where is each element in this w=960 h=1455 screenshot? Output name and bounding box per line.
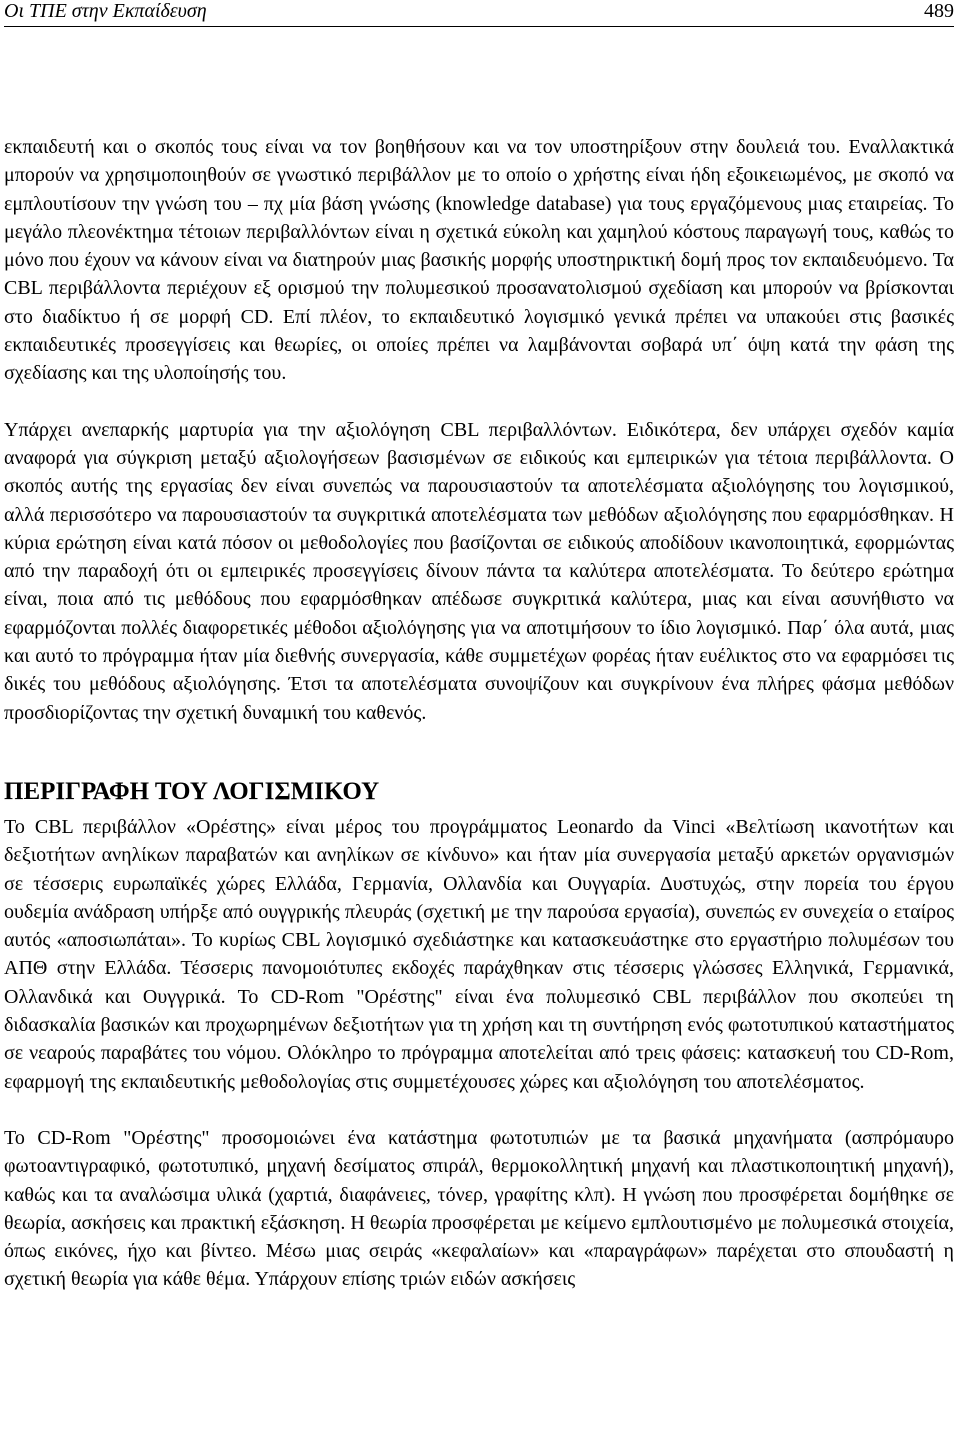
running-title: Οι ΤΠΕ στην Εκπαίδευση xyxy=(4,0,207,22)
paragraph-gap xyxy=(4,388,954,416)
page-body xyxy=(4,133,954,1294)
paragraph-2: Υπάρχει ανεπαρκής μαρτυρία για την αξιολόγηση CBL περιβαλλόντων. Ειδικότερα, δεν υπάρχει σχεδόν καμία αναφορά για σύγκριση μεταξύ αξιολογήσεων βασισμένων σε ειδικούς και εμπειρικών για τέτοια περιβάλλοντα. Ο σκοπός αυτής της εργασίας δεν είναι συνεπώς να παρουσιαστούν τα αποτελέσματα αξιολόγησης του λογισμικού, αλλά περισσότερο να παρουσιαστούν τα συγκριτικά αποτελέσματα των μεθόδων αξιολόγησης που εφαρμόσθηκαν. Η κύρια ερώτηση είναι κατά πόσον οι μεθοδολογίες που βασίζονται σε ειδικούς αποδίδουν ικανοποιητικά, εφορμώντας από την παραδοχή ότι οι εμπειρικές προσεγγίσεις δίνουν πάντα τα καλύτερα αποτελέσματα. Το δεύτερο ερώτημα είναι, ποια από τις μεθόδους που εφαρμόσθηκαν απέδωσε συγκριτικά καλύτερα, μιας και είναι ασυνήθιστο να εφαρμόζονται πολλές διαφορετικές μέθοδοι αξιολόγησης για να αποτιμήσουν το ίδιο λογισμικό. Παρ΄ όλα αυτά, μιας και αυτό το πρόγραμμα ήταν μία διεθνής συνεργασία, κάθε συμμετέχων φορέας ήταν ευέλικτος στο να εφαρμόσει τις δικές του μεθόδους αξιολόγησης. Έτσι τα αποτελέσματα συνοψίζουν και συγκρίνουν ένα πλήρες φάσμα μεθόδων προσδιορίζοντας την σχετική δυναμική του καθενός. xyxy=(4,418,954,724)
section-heading: ΠΕΡΙΓΡΑΦΗ ΤΟΥ ΛΟΓΙΣΜΙΚΟΥ xyxy=(4,777,380,805)
paragraph-4: Το CD-Rom "Ορέστης" προσομοιώνει ένα κατάστημα φωτοτυπιών με τα βασικά μηχανήματα (ασπρόμαυρο φωτοαντιγραφικό, φωτοτυπικό, μηχανή δεσίματος σπιράλ, θερμοκολλητική μηχανή και πλαστικοποιητική μηχανή), καθώς και τα αναλώσιμα υλικά (χαρτιά, διαφάνειες, τόνερ, γραφίτης κλπ). Η γνώση που προσφέρεται δομήθηκε σε θεωρία, ασκήσεις και πρακτική εξάσκηση. Η θεωρία προσφέρεται με κείμενο εμπλουτισμένο με πολυμεσικά στοιχεία, όπως εικόνες, ήχο και βίντεο. Μέσω μιας σειράς «κεφαλαίων» και «παραγράφων» παρέχεται στο σπουδαστή η σχετική θεωρία για κάθε θέμα. Υπάρχουν επίσης τριών ειδών ασκήσεις xyxy=(4,1126,954,1291)
paragraph-gap xyxy=(4,1096,954,1124)
page-number: 489 xyxy=(924,0,954,22)
page-header xyxy=(4,0,954,27)
paragraph-3: Το CBL περιβάλλον «Ορέστης» είναι μέρος του προγράμματος Leonardo da Vinci «Βελτίωση ικανοτήτων και δεξιοτήτων ανηλίκων παραβατών και ανηλίκων σε κίνδυνο» και ήταν μία συνεργασία μεταξύ αρκετών οργανισμών σε τέσσερις ευρωπαϊκές χώρες Ελλάδα, Γερμανία, Ολλανδία και Ουγγαρία. Δυστυχώς, στην πορεία του έργου ουδεμία ανάδραση υπήρξε από ουγγρικής πλευράς (σχετική με την παρούσα εργασία), συνεπώς εν συνεχεία ο εταίρος αυτός «αποσιωπάται». Το κυρίως CBL λογισμικό σχεδιάστηκε και κατασκευάστηκε στο εργαστήριο πολυμέσων του ΑΠΘ στην Ελλάδα. Τέσσερις πανομοιότυπες εκδοχές παράχθηκαν στις τέσσερις γλώσσες Ελληνικά, Γερμανικά, Ολλανδικά και Ουγγρικά. Το CD-Rom "Ορέστης" είναι ένα πολυμεσικό CBL περιβάλλον που σκοπεύει τη διδασκαλία βασικών και προχωρημένων δεξιοτήτων για τη χρήση και τη συντήρηση ενός φωτοτυπικού καταστήματος σε νεαρούς παραβάτες του νόμου. Ολόκληρο το πρόγραμμα αποτελείται από τρεις φάσεις: κατασκευή του CD-Rom, εφαρμογή της εκπαιδευτικής μεθοδολογίας στις συμμετέχουσες χώρες και αξιολόγηση του αποτελέσματος. xyxy=(4,815,954,1093)
section-gap xyxy=(4,727,954,777)
paragraph-1: εκπαιδευτή και ο σκοπός τους είναι να τον βοηθήσουν και να τον υποστηρίξουν στην δουλειά του. Εναλλακτικά μπορούν να χρησιμοποιηθούν σε γνωστικό περιβάλλον με το οποίο ο χρήστης είναι ήδη εξοικειωμένος, με σκοπό να εμπλουτίσουν την γνώση του – πχ μία βάση γνώσης (knowledge database) για τους εργαζόμενους μιας εταιρείας. Το μεγάλο πλεονέκτημα τέτοιων περιβαλλόντων είναι η σχετικά εύκολη και χαμηλού κόστους παραγωγή τους, καθώς το μόνο που έχουν να κάνουν είναι να διατηρούν μιας βασικής μορφής υποστηρικτική δομή προς τον εκπαιδευόμενο. Τα CBL περιβάλλοντα περιέχουν εξ ορισμού την πολυμεσικού προσανατολισμού σχεδίαση και μπορούν να βρίσκονται στο διαδίκτυο ή σε μορφή CD. Επί πλέον, το εκπαιδευτικό λογισμικό γενικά πρέπει να υπακούει στις βασικές εκπαιδευτικές προσεγγίσεις και θεωρίες, οι οποίες πρέπει να λαμβάνονται σοβαρά υπ΄ όψη κατά την φάση της σχεδίασης και της υλοποίησής του. xyxy=(4,136,954,385)
